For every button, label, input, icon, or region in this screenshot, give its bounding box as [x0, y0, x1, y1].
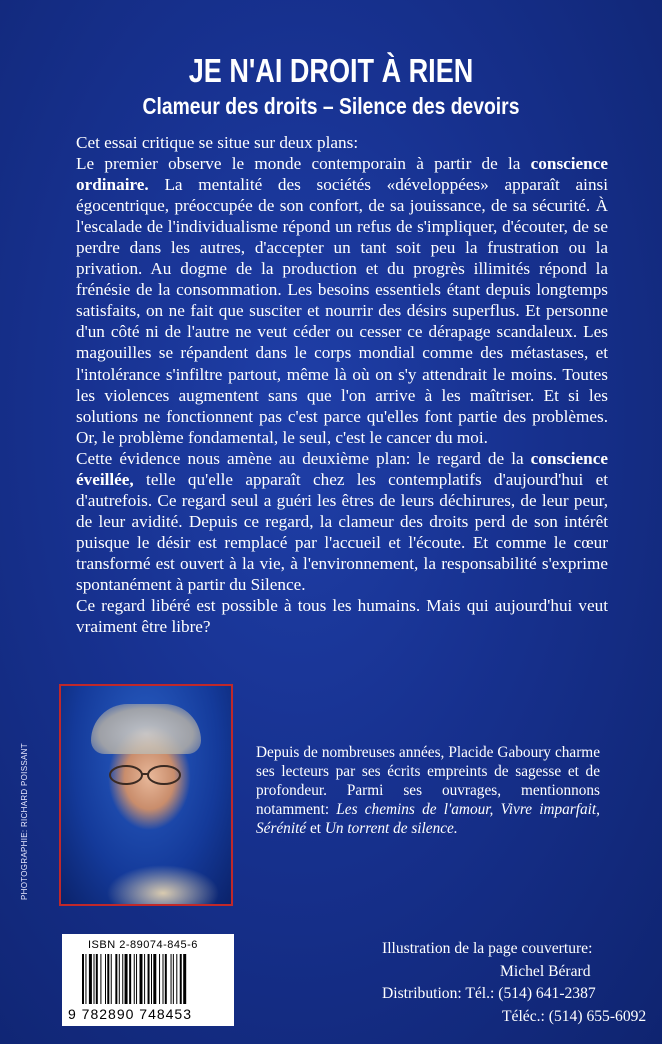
- book-title: JE N'AI DROIT À RIEN: [188, 52, 474, 89]
- barcode-bar: [100, 954, 101, 1004]
- barcode-bar: [134, 954, 135, 1004]
- bio-separator: [493, 801, 500, 818]
- telec-line: [382, 1006, 647, 1029]
- telec-label: Téléc.:: [502, 1007, 545, 1025]
- barcode-bar: [140, 954, 143, 1004]
- blurb-p2-emphasis: conscience ordinaire.: [76, 154, 608, 195]
- barcode-bar: [129, 954, 131, 1004]
- credits-block: [382, 938, 647, 1028]
- barcode-bar: [89, 954, 92, 1004]
- distribution-tel: (514) 641-2387: [498, 985, 596, 1002]
- barcode-bar: [94, 954, 95, 1004]
- telec-number: (514) 655-6092: [548, 1007, 647, 1025]
- barcode-bar: [148, 954, 150, 1004]
- barcode-bar: [180, 954, 182, 1004]
- book-title-3: Sérénité: [256, 819, 307, 837]
- isbn-barcode: [62, 934, 234, 1026]
- photo-credit: PHOTOGRAPHIE: RICHARD POISSANT: [20, 743, 29, 900]
- blurb-p3-start: Cette évidence nous amène au deuxième plan: le regard de la: [76, 448, 531, 468]
- blurb-p2-start: Le premier observe le monde contemporain à partir de la: [76, 154, 531, 174]
- blurb-paragraph-4: Ce regard libéré est possible à tous les humains. Mais qui aujourd'hui veut vraiment être libre?: [76, 596, 608, 637]
- book-title-2: Vivre imparfait,: [500, 800, 600, 818]
- barcode-bar: [122, 954, 123, 1004]
- barcode-bar: [159, 954, 160, 1004]
- barcode-bar: [82, 954, 84, 1004]
- book-title-1: Les chemins de l'amour,: [336, 800, 494, 818]
- author-glasses: [106, 764, 186, 786]
- barcode-bar: [96, 954, 98, 1004]
- barcode-bars: [80, 954, 220, 1006]
- barcode-bar: [165, 954, 167, 1004]
- author-hair: [91, 704, 201, 754]
- barcode-bar: [125, 954, 128, 1004]
- blurb-p3-emphasis: conscience éveillée,: [76, 448, 608, 489]
- blurb-p2-rest: La mentalité des sociétés «développées» apparaît ainsi égocentrique, préoccupée de son confort, de sa jouissance, de sa sécurité. À l'escalade de l'individualisme répond un refus de s'impliquer, d'écouter, de se perdre dans les autres, d'accepter un tant soit peu la frustration ou la privation. Au dogme de la production et du progrès illimités répond la frénésie de la consommation. Les besoins essentiels étant depuis longtemps satisfaits, on ne fait que susciter et nourrir des désirs superflus. Et personne d'un côté ni de l'autre ne veut céder ou cesser ce dérapage scandaleux. Les magouilles se répandent dans le corps mondial comme des métastases, et l'intolérance s'infiltre partout, même là où on s'y attendrait le moins. Toutes les violences augmentent sans que l'on arrive à les maîtriser. Et si les solutions ne fonctionnent pas c'est parce qu'elles font partie des problèmes. Or, le problème fondamental, le seul, c'est le cancer du moi.: [76, 175, 608, 447]
- bio-separator: et: [306, 819, 325, 837]
- barcode-bar: [136, 954, 137, 1004]
- book-subtitle: Clameur des droits – Silence des devoirs: [142, 93, 520, 119]
- barcode-bar: [153, 954, 156, 1004]
- barcode-bar: [183, 954, 186, 1004]
- distribution-label: Distribution: Tél.:: [382, 985, 495, 1002]
- author-bio-text: Depuis de nombreuses années, Placide Gaboury charme ses lecteurs par ses écrits empreints de sagesse et de profondeur. Parmi ses ouvrages, mentionnons notamment:: [256, 744, 600, 818]
- barcode-bar: [85, 954, 86, 1004]
- illustration-label: Illustration de la page couverture:: [382, 940, 593, 957]
- blurb-p3-rest: telle qu'elle apparaît chez les contemplatifs d'aujourd'hui et d'autrefois. Ce regard seul a guéri les êtres de leurs déchirures, de leur peur, de leur avidité. Depuis ce regard, la clameur des droits perd de son intérêt puisque le désir est remplacé par l'accueil et l'écoute. Et comme le cœur transformé est ouvert à la vie, à l'environnement, la responsabilité s'exprime spontanément à partir du Silence.: [76, 469, 608, 594]
- barcode-bar: [151, 954, 152, 1004]
- barcode-digits: 9 782890 748453: [68, 1006, 192, 1022]
- barcode-bar: [115, 954, 117, 1004]
- blurb-paragraph-2: [76, 153, 608, 448]
- barcode-bar: [171, 954, 172, 1004]
- barcode-bar: [107, 954, 109, 1004]
- barcode-bar: [111, 954, 112, 1004]
- barcode-bar: [105, 954, 106, 1004]
- barcode-bar: [119, 954, 120, 1004]
- barcode-bar: [176, 954, 177, 1004]
- barcode-bar: [144, 954, 145, 1004]
- blurb-paragraph-1: Cet essai critique se situe sur deux plans:: [76, 133, 359, 152]
- author-bio: [256, 744, 600, 839]
- barcode-bar: [163, 954, 164, 1004]
- blurb-paragraph-3: [76, 448, 608, 595]
- blurb-text: [76, 132, 608, 637]
- isbn-label: ISBN 2-89074-845-6: [88, 939, 198, 951]
- author-photo: [59, 684, 233, 906]
- book-title-4: Un torrent de silence.: [324, 819, 458, 837]
- barcode-bar: [173, 954, 174, 1004]
- illustrator-name: Michel Bérard: [500, 962, 591, 980]
- distribution-line: [382, 983, 604, 1006]
